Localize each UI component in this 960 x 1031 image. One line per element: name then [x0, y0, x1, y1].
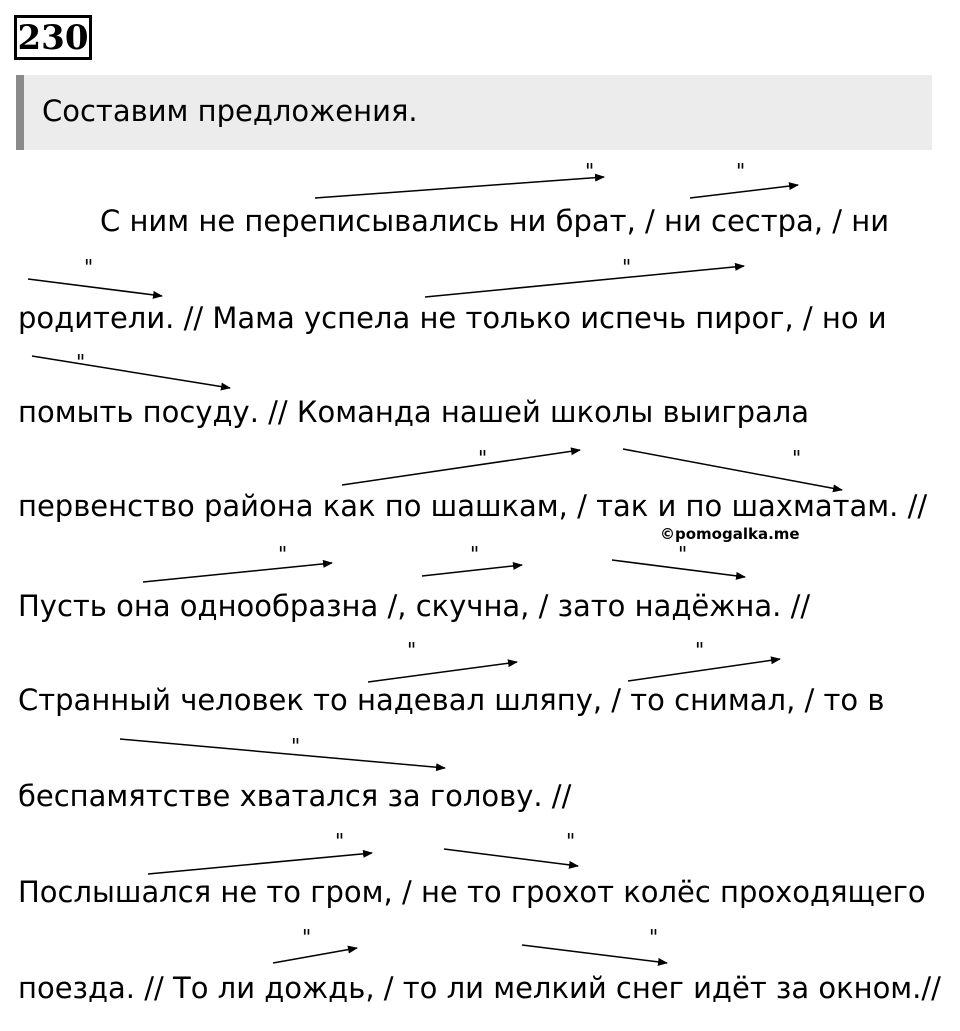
ditto-mark: " [478, 446, 488, 470]
ditto-mark: " [792, 446, 802, 470]
ditto-mark: " [470, 542, 480, 566]
arrow [148, 853, 372, 874]
text-line-9: поезда. // То ли дождь, / то ли мелкий снег идёт за окном.// [18, 971, 941, 1005]
text-line-4: первенство района как по шашкам, / так и по шахматам. // [18, 489, 928, 523]
arrow [315, 177, 604, 198]
arrow [342, 450, 580, 485]
arrow [28, 279, 162, 296]
arrow [32, 356, 230, 388]
task-text: Составим предложения. [42, 94, 418, 128]
ditto-mark: " [585, 159, 595, 183]
arrow [368, 662, 517, 682]
ditto-mark: " [407, 638, 417, 662]
text-line-7: беспамятстве хватался за голову. // [18, 779, 572, 813]
arrow [690, 185, 798, 198]
ditto-mark: " [302, 925, 312, 949]
ditto-mark: " [736, 159, 746, 183]
watermark: ©pomogalka.me [660, 525, 800, 543]
arrow [444, 849, 578, 866]
ditto-mark: " [291, 734, 301, 758]
exercise-number: 230 [14, 15, 92, 60]
text-line-3: помыть посуду. // Команда нашей школы выиграла [18, 395, 810, 429]
ditto-mark: " [678, 542, 688, 566]
ditto-mark: " [278, 542, 288, 566]
text-line-6: Странный человек то надевал шляпу, / то снимал, / то в [18, 683, 885, 717]
ditto-mark: " [622, 255, 632, 279]
arrow [425, 266, 744, 297]
arrow [143, 563, 332, 582]
arrow [623, 449, 842, 490]
text-line-8: Послышался не то гром, / не то грохот колёс проходящего [18, 875, 926, 909]
arrow [120, 739, 445, 768]
ditto-mark: " [335, 829, 345, 853]
ditto-mark: " [695, 638, 705, 662]
ditto-mark: " [76, 350, 86, 374]
ditto-mark: " [84, 255, 94, 279]
arrow [422, 565, 522, 576]
text-line-2: родители. // Мама успела не только испечь пирог, / но и [18, 301, 887, 335]
arrow [522, 945, 667, 963]
arrow [273, 948, 357, 963]
arrow [628, 659, 780, 681]
ditto-mark: " [649, 925, 659, 949]
text-line-5: Пусть она однообразна /, скучна, / зато надёжна. // [18, 589, 811, 623]
ditto-mark: " [566, 829, 576, 853]
text-line-1: С ним не переписывались ни брат, / ни сестра, / ни [100, 204, 890, 238]
